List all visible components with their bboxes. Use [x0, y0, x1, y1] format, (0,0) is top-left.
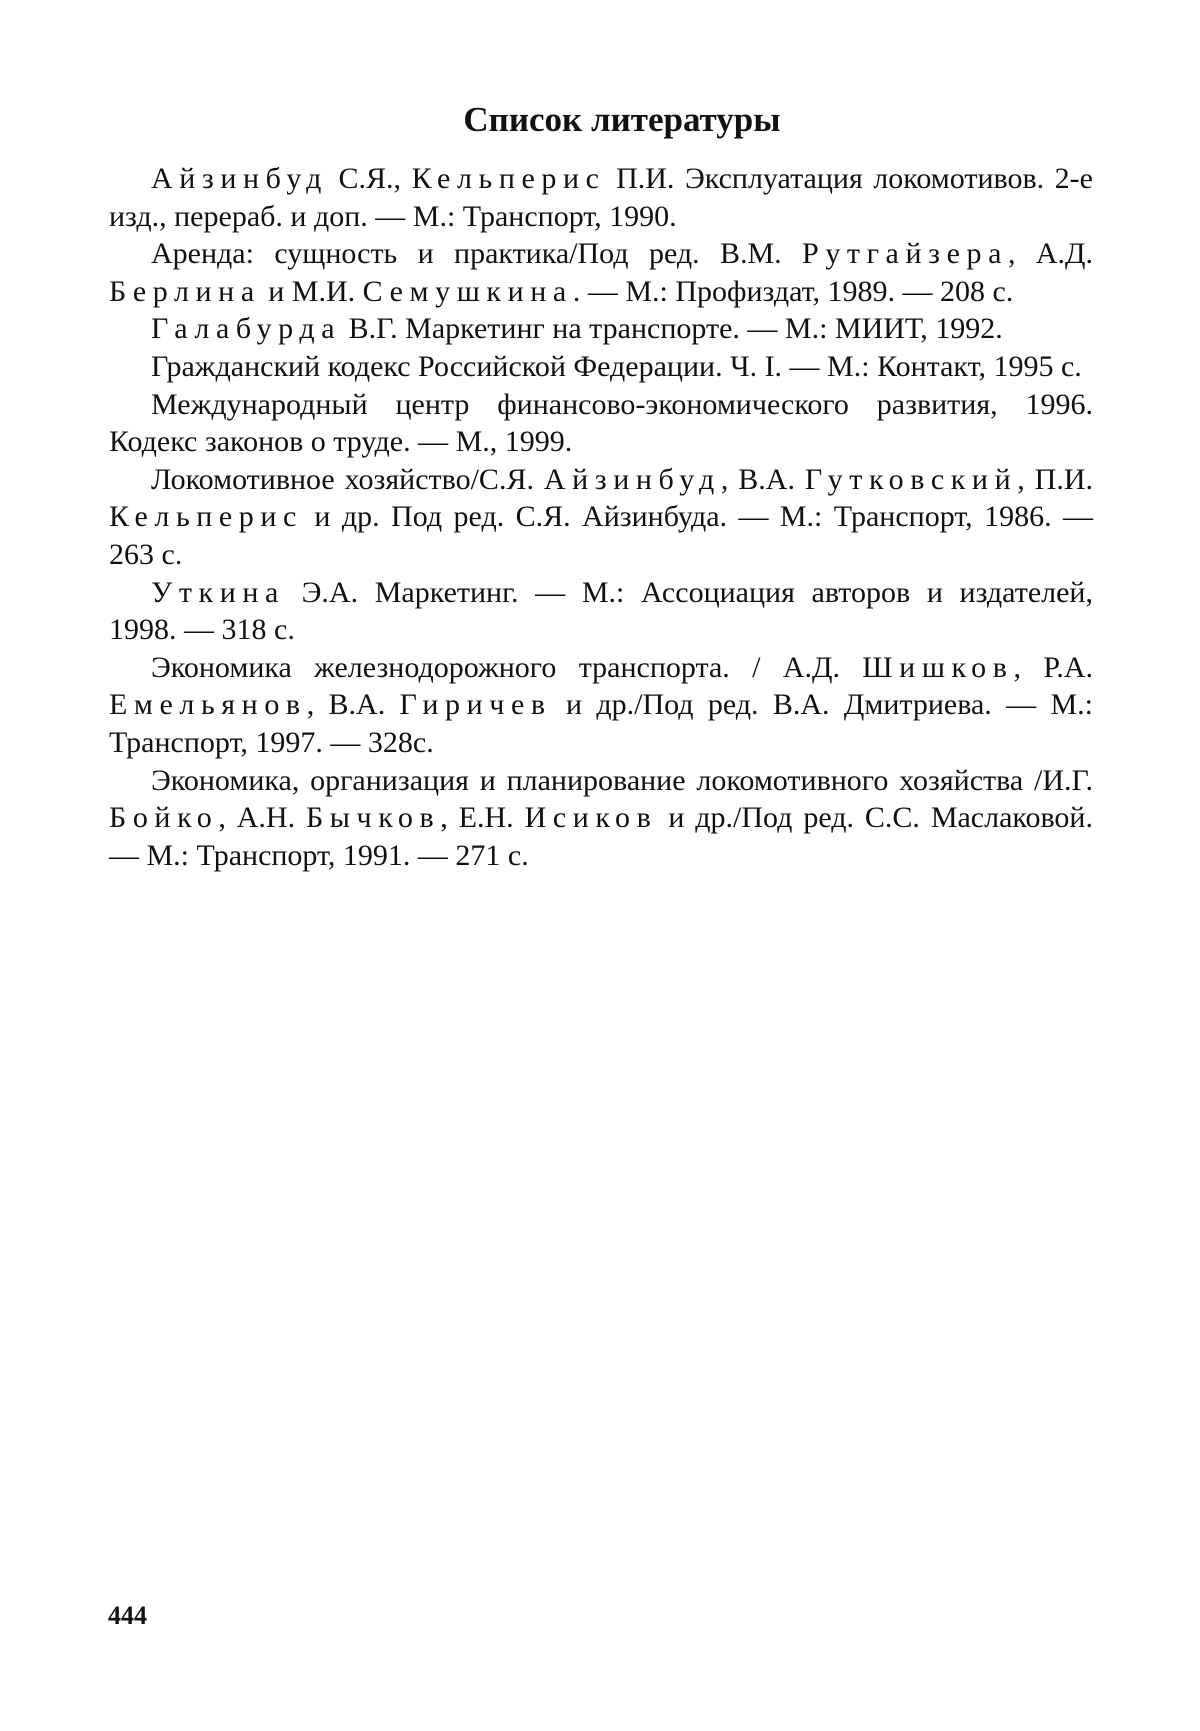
reference-text: , П.И.: [1017, 462, 1093, 496]
reference-text: . — М.: Профиздат, 1989. — 208 с.: [572, 274, 1014, 308]
reference-entry-2: [109, 235, 1093, 310]
reference-text: Гражданский кодекс Российской Федерации. Ч. I. — М.: Контакт, 1995 с.: [151, 349, 1082, 383]
reference-editor: Айзинбуд: [543, 462, 721, 496]
reference-editor: Емельянов: [109, 688, 307, 722]
reference-editor: Семушкина: [362, 274, 573, 308]
reference-text: Локомотивное хозяйство/С.Я.: [151, 462, 544, 496]
reference-entry-9: [109, 762, 1093, 875]
reference-entry-5: [109, 386, 1093, 461]
reference-text: и др. Под ред. С.Я. Айзинбуда. — М.: Транспорт, 1986. — 263 с.: [109, 500, 1093, 571]
reference-text: и М.И.: [260, 274, 363, 308]
reference-text: , В.А.: [306, 688, 400, 722]
reference-editor: Берлина: [109, 274, 261, 308]
reference-text: , А.Н.: [218, 801, 306, 835]
reference-text: и др./Под ред. В.А. Дмитриева. — М.: Транспорт, 1997. — 328с.: [109, 688, 1093, 759]
reference-text: Экономика железнодорожного транспорта. / А.Д.: [151, 650, 863, 684]
reference-editor: Шишков: [862, 650, 1014, 684]
reference-author: Уткина: [151, 575, 285, 609]
reference-text: , А.Д.: [1008, 237, 1093, 271]
reference-entry-1: [109, 160, 1093, 235]
reference-text: Международный центр финансово-экономического развития, 1996. Кодекс законов о труде. — М., 1999.: [109, 387, 1093, 459]
reference-text: , Р.А.: [1013, 650, 1093, 684]
reference-entry-6: [109, 461, 1093, 574]
reference-entry-8: [109, 649, 1093, 762]
reference-text: Экономика, организация и планирование локомотивного хозяйства /И.Г.: [151, 763, 1093, 797]
reference-text: П.И. Эксплуатация локомотивов. 2-е изд., перераб. и доп. — М.: Транспорт, 1990.: [109, 162, 1093, 233]
reference-editor: Кельперис: [109, 500, 303, 534]
reference-editor: Бычков: [305, 801, 441, 835]
reference-text: и др./Под ред. С.С. Маслаковой. — М.: Транспорт, 1991. — 271 с.: [109, 801, 1093, 872]
reference-author: Кельперис: [411, 162, 606, 195]
bibliography-list: [109, 160, 1093, 874]
reference-editor: Гиричев: [399, 688, 552, 722]
reference-editor: Гутковский: [804, 462, 1018, 496]
reference-entry-3: [109, 310, 1093, 348]
reference-text: С.Я.,: [327, 162, 412, 195]
reference-text: В.Г. Маркетинг на транспорте. — М.: МИИТ, 1992.: [341, 312, 1003, 346]
reference-text: Э.А. Маркетинг. — М.: Ассоциация авторов и издателей, 1998. — 318 с.: [109, 575, 1093, 647]
reference-entry-4: [109, 348, 1093, 386]
reference-entry-7: [109, 574, 1093, 649]
page-title: Список литературы: [463, 100, 781, 139]
reference-author: Айзинбуд: [151, 162, 328, 195]
reference-editor: Бойко: [109, 801, 219, 835]
reference-text: , В.А.: [720, 462, 805, 496]
reference-text: , Е.Н.: [440, 801, 525, 835]
page-number: 444: [108, 1601, 147, 1630]
reference-text: Аренда: сущность и практика/Под ред. В.М.: [151, 237, 803, 271]
reference-author: Галабурда: [151, 312, 342, 346]
reference-editor: Исиков: [524, 801, 658, 835]
reference-editor: Рутгайзера: [802, 237, 1008, 271]
